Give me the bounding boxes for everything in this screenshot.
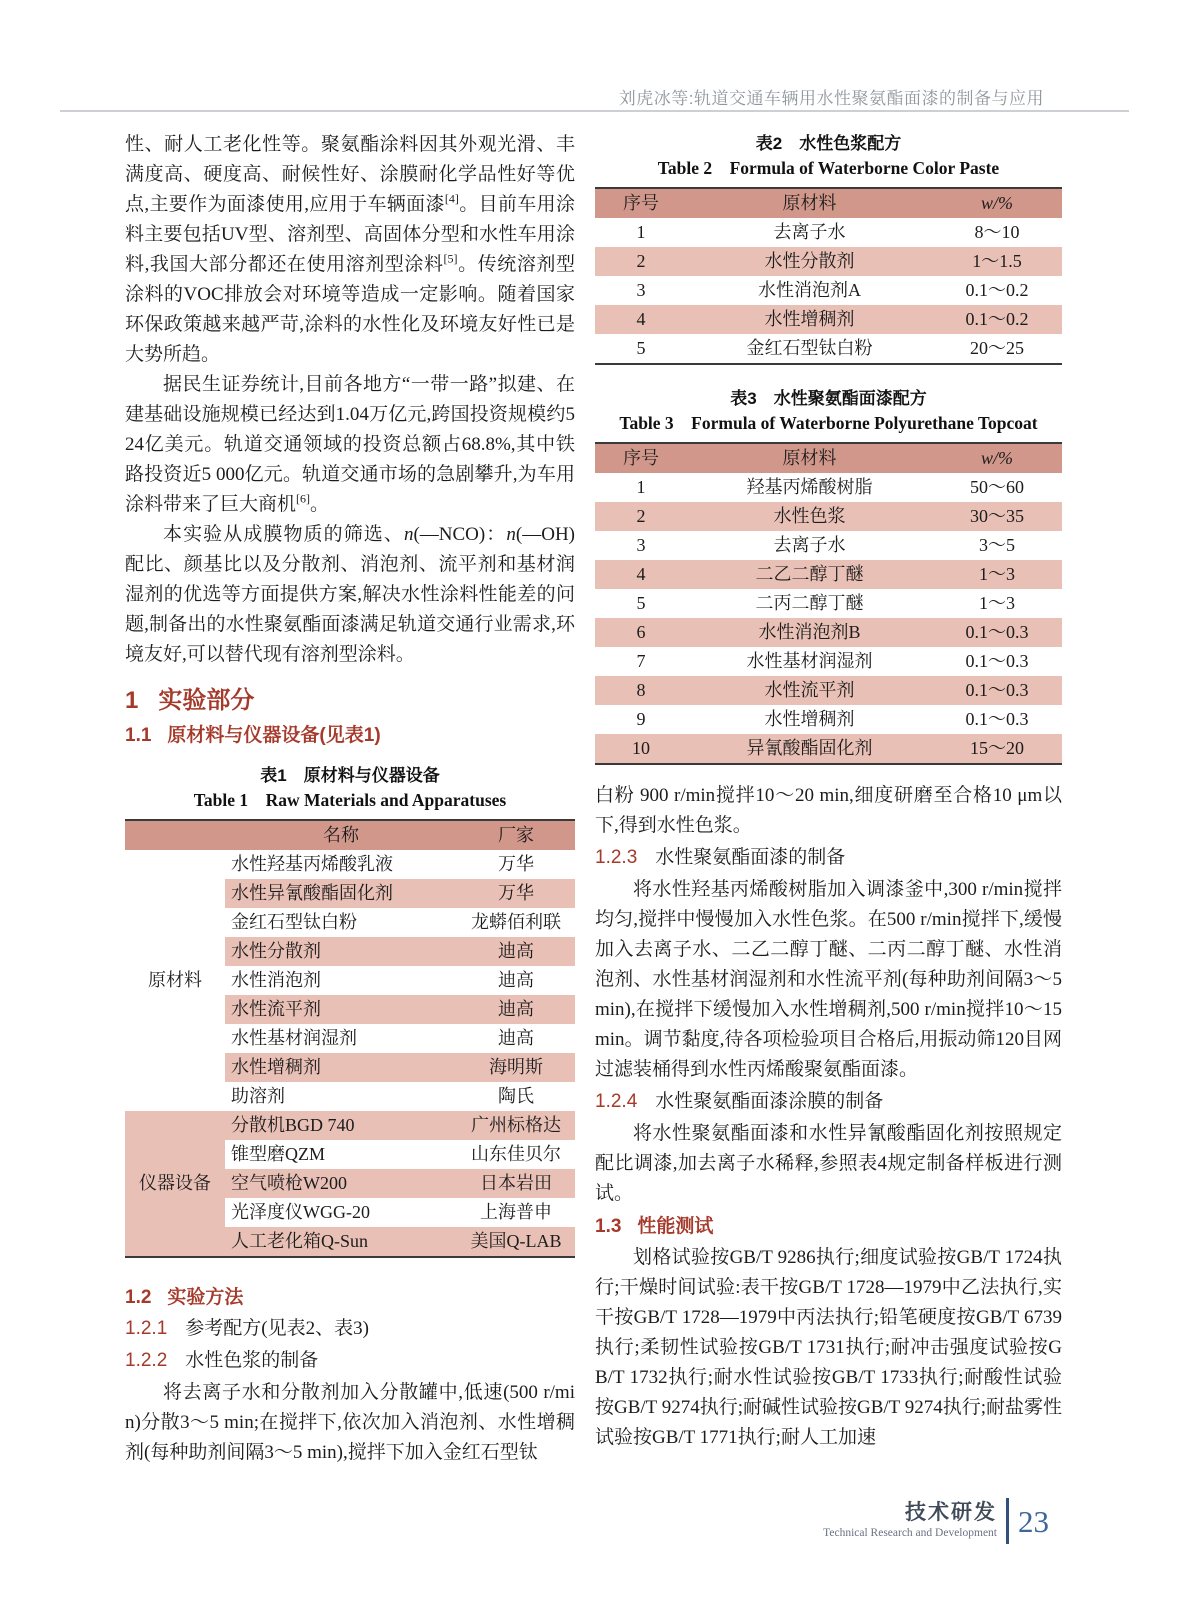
cell-material: 水性消泡剂B bbox=[687, 618, 932, 647]
table-row bbox=[595, 473, 1062, 502]
left-column bbox=[125, 130, 575, 1468]
cell-material: 水性增稠剂 bbox=[687, 305, 932, 334]
cell-no: 1 bbox=[595, 473, 687, 502]
cell-name: 水性增稠剂 bbox=[225, 1053, 457, 1082]
table2-header-row bbox=[595, 188, 1062, 218]
cell-material: 二丙二醇丁醚 bbox=[687, 589, 932, 618]
table-row bbox=[595, 589, 1062, 618]
cell-no: 2 bbox=[595, 502, 687, 531]
table-row bbox=[595, 734, 1062, 764]
cell-no: 9 bbox=[595, 705, 687, 734]
table3-caption bbox=[595, 387, 1062, 436]
table3-caption-cn: 表3 水性聚氨酯面漆配方 bbox=[730, 389, 927, 408]
cell-no: 2 bbox=[595, 247, 687, 276]
footer-section-en: Technical Research and Development bbox=[823, 1527, 997, 1539]
table-row bbox=[595, 647, 1062, 676]
cell-material: 二乙二醇丁醚 bbox=[687, 560, 932, 589]
section-number: 1.2.2 bbox=[125, 1350, 168, 1371]
cell-w: 0.1～0.3 bbox=[932, 647, 1062, 676]
cell-name: 锥型磨QZM bbox=[225, 1140, 457, 1169]
cell-no: 5 bbox=[595, 334, 687, 364]
paragraph-topcoat-prep: 将水性羟基丙烯酸树脂加入调漆釜中,300 r/min搅拌均匀,搅拌中慢慢加入水性色浆。在500 r/min搅拌下,缓慢加入去离子水、二乙二醇丁醚、二丙二醇丁醚、水性消泡剂、水性基材润湿剂和水性流平剂(每种助剂间隔3～5 min),在搅拌下缓慢加入水性增稠剂,500 r/min搅拌10～15 min。调节黏度,待各项检验项目合格后,用振动筛120目网过滤装桶得到水性丙烯酸聚氨酯面漆。 bbox=[595, 879, 1062, 1080]
section-number: 1.2.1 bbox=[125, 1318, 168, 1339]
cell-w: 0.1～0.3 bbox=[932, 676, 1062, 705]
cell-name: 金红石型钛白粉 bbox=[225, 908, 457, 937]
paragraph-paste-grind-continued: 白粉 900 r/min搅拌10～20 min,细度研磨至合格10 μm以下,得到水性色浆。 bbox=[595, 785, 1062, 836]
page-body bbox=[125, 130, 1062, 1468]
cell-w: 1～3 bbox=[932, 589, 1062, 618]
table-row bbox=[125, 1111, 575, 1140]
cell-w: 1～3 bbox=[932, 560, 1062, 589]
cell-vendor: 迪高 bbox=[457, 966, 575, 995]
cell-name: 空气喷枪W200 bbox=[225, 1169, 457, 1198]
cell-no: 1 bbox=[595, 218, 687, 247]
cell-name: 水性分散剂 bbox=[225, 937, 457, 966]
table-row bbox=[595, 334, 1062, 364]
table1-header-name: 名称 bbox=[225, 820, 457, 850]
section-heading-1-2-4 bbox=[595, 1087, 1062, 1117]
table2-header-material: 原材料 bbox=[687, 188, 932, 218]
paragraph-performance-tests: 划格试验按GB/T 9286执行;细度试验按GB/T 1724执行;干燥时间试验:表干按GB/T 1728—1979中乙法执行,实干按GB/T 1728—1979中丙法执行;铅笔硬度按GB/T 6739执行;柔韧性试验按GB/T 1731执行;耐冲击强度试验按GB/T 1732执行;耐水性试验按GB/T 1733执行;耐酸性试验按GB/T 9274执行;耐碱性试验按GB/T 9274执行;耐盐雾性试验按GB/T 1771执行;耐人工加速 bbox=[595, 1247, 1062, 1448]
cell-vendor: 广州标格达 bbox=[457, 1111, 575, 1140]
section-title: 参考配方(见表2、表3) bbox=[185, 1318, 369, 1339]
cell-material: 羟基丙烯酸树脂 bbox=[687, 473, 932, 502]
paragraph-market-stats: 据民生证券统计,目前各地方“一带一路”拟建、在建基础设施规模已经达到1.04万亿元,跨国投资规模约524亿美元。轨道交通领域的投资总额占68.8%,其中铁路投资近5 000亿元。轨道交通市场的急剧攀升,为车用涂料带来了巨大商机[6]。 bbox=[125, 374, 575, 515]
table3-topcoat-formula bbox=[595, 442, 1062, 765]
table-row bbox=[595, 560, 1062, 589]
section-heading-1-2 bbox=[125, 1284, 575, 1312]
cell-vendor: 迪高 bbox=[457, 937, 575, 966]
section-title: 水性聚氨酯面漆涂膜的制备 bbox=[655, 1091, 884, 1112]
cell-no: 3 bbox=[595, 531, 687, 560]
table-row bbox=[595, 618, 1062, 647]
cell-no: 7 bbox=[595, 647, 687, 676]
cell-w: 1～1.5 bbox=[932, 247, 1062, 276]
section-title: 水性色浆的制备 bbox=[185, 1350, 319, 1371]
paragraph-intro-continued: 性、耐人工老化性等。聚氨酯涂料因其外观光滑、丰满度高、硬度高、耐候性好、涂膜耐化学品性好等优点,主要作为面漆使用,应用于车辆面漆[4]。目前车用涂料主要包括UV型、溶剂型、高固体分型和水性车用涂料,我国大部分都还在使用溶剂型涂料[5]。传统溶剂型涂料的VOC排放会对环境等造成一定影响。随着国家环保政策越来越严苛,涂料的水性化及环境友好性已是大势所趋。 bbox=[125, 134, 575, 365]
header-rule bbox=[60, 110, 1129, 112]
section-number: 1.1 bbox=[125, 725, 152, 746]
page-number: 23 bbox=[1018, 1503, 1049, 1539]
table-row bbox=[595, 502, 1062, 531]
cell-no: 3 bbox=[595, 276, 687, 305]
section-heading-1-2-1 bbox=[125, 1314, 575, 1344]
table-row bbox=[595, 305, 1062, 334]
cell-name: 水性异氰酸酯固化剂 bbox=[225, 879, 457, 908]
cell-material: 去离子水 bbox=[687, 531, 932, 560]
table-row bbox=[595, 531, 1062, 560]
cell-name: 水性羟基丙烯酸乳液 bbox=[225, 850, 457, 879]
cell-material: 水性流平剂 bbox=[687, 676, 932, 705]
table3-caption-en: Table 3 Formula of Waterborne Polyurethane Topcoat bbox=[619, 413, 1038, 433]
cell-w: 30～35 bbox=[932, 502, 1062, 531]
section-title: 原材料与仪器设备(见表1) bbox=[167, 725, 381, 746]
cell-name: 助溶剂 bbox=[225, 1082, 457, 1111]
cell-w: 50～60 bbox=[932, 473, 1062, 502]
cell-no: 10 bbox=[595, 734, 687, 764]
table1-header-row bbox=[125, 820, 575, 850]
cell-no: 8 bbox=[595, 676, 687, 705]
cell-vendor: 万华 bbox=[457, 850, 575, 879]
table-row bbox=[595, 705, 1062, 734]
cell-material: 水性分散剂 bbox=[687, 247, 932, 276]
footer-column-label bbox=[823, 1501, 1006, 1541]
table1-header-vendor: 厂家 bbox=[457, 820, 575, 850]
running-title: 刘虎冰等:轨道交通车辆用水性聚氨酯面漆的制备与应用 bbox=[618, 89, 1044, 108]
table-row bbox=[595, 247, 1062, 276]
cell-w: 15～20 bbox=[932, 734, 1062, 764]
table-row bbox=[595, 276, 1062, 305]
footer-section-cn: 技术研发 bbox=[905, 1501, 997, 1524]
paragraph-film-prep: 将水性聚氨酯面漆和水性异氰酸酯固化剂按照规定配比调漆,加去离子水稀释,参照表4规定制备样板进行测试。 bbox=[595, 1123, 1062, 1204]
table3-header-w: w/% bbox=[932, 443, 1062, 473]
table2-header-w: w/% bbox=[932, 188, 1062, 218]
section-number: 1.3 bbox=[595, 1216, 622, 1237]
section-title: 水性聚氨酯面漆的制备 bbox=[655, 847, 846, 868]
cell-w: 3～5 bbox=[932, 531, 1062, 560]
cell-vendor: 山东佳贝尔 bbox=[457, 1140, 575, 1169]
table1-raw-materials-apparatuses bbox=[125, 819, 575, 1258]
section-heading-1-2-3 bbox=[595, 843, 1062, 873]
table-row bbox=[595, 218, 1062, 247]
table2-caption bbox=[595, 132, 1062, 181]
table1-group-raw-materials: 原材料 bbox=[125, 850, 225, 1111]
cell-w: 0.1～0.2 bbox=[932, 305, 1062, 334]
section-title: 实验部分 bbox=[158, 687, 255, 714]
cell-w: 0.1～0.3 bbox=[932, 705, 1062, 734]
cell-w: 8～10 bbox=[932, 218, 1062, 247]
table-row bbox=[125, 850, 575, 879]
cell-name: 水性消泡剂 bbox=[225, 966, 457, 995]
paragraph-color-paste-prep: 将去离子水和分散剂加入分散罐中,低速(500 r/min)分散3～5 min;在搅拌下,依次加入消泡剂、水性增稠剂(每种助剂间隔3～5 min),搅拌下加入金红石型钛 bbox=[125, 1382, 575, 1463]
table1-caption-en: Table 1 Raw Materials and Apparatuses bbox=[193, 790, 507, 810]
table2-color-paste-formula bbox=[595, 187, 1062, 365]
cell-no: 6 bbox=[595, 618, 687, 647]
cell-name: 人工老化箱Q-Sun bbox=[225, 1227, 457, 1257]
cell-no: 4 bbox=[595, 305, 687, 334]
cell-material: 异氰酸酯固化剂 bbox=[687, 734, 932, 764]
table2-caption-en: Table 2 Formula of Waterborne Color Paste bbox=[657, 158, 1000, 178]
cell-w: 0.1～0.3 bbox=[932, 618, 1062, 647]
cell-no: 5 bbox=[595, 589, 687, 618]
cell-vendor: 陶氏 bbox=[457, 1082, 575, 1111]
table1-caption bbox=[125, 764, 575, 813]
cell-vendor: 日本岩田 bbox=[457, 1169, 575, 1198]
cell-no: 4 bbox=[595, 560, 687, 589]
section-title: 性能测试 bbox=[637, 1216, 714, 1237]
cell-vendor: 迪高 bbox=[457, 1024, 575, 1053]
table-row bbox=[595, 676, 1062, 705]
cell-vendor: 龙蟒佰利联 bbox=[457, 908, 575, 937]
section-number: 1.2.4 bbox=[595, 1091, 638, 1112]
cell-w: 0.1～0.2 bbox=[932, 276, 1062, 305]
table2-caption-cn: 表2 水性色浆配方 bbox=[755, 134, 902, 153]
cell-vendor: 美国Q-LAB bbox=[457, 1227, 575, 1257]
cell-material: 水性基材润湿剂 bbox=[687, 647, 932, 676]
cell-w: 20～25 bbox=[932, 334, 1062, 364]
section-number: 1.2 bbox=[125, 1287, 152, 1308]
section-number: 1 bbox=[125, 687, 139, 714]
section-number: 1.2.3 bbox=[595, 847, 638, 868]
cell-name: 光泽度仪WGG-20 bbox=[225, 1198, 457, 1227]
page-footer bbox=[823, 1498, 1049, 1544]
cell-material: 金红石型钛白粉 bbox=[687, 334, 932, 364]
cell-material: 水性增稠剂 bbox=[687, 705, 932, 734]
table1-caption-cn: 表1 原材料与仪器设备 bbox=[260, 766, 440, 785]
table1-group-apparatuses: 仪器设备 bbox=[125, 1111, 225, 1257]
table3-header-no: 序号 bbox=[595, 443, 687, 473]
table2-header-no: 序号 bbox=[595, 188, 687, 218]
cell-vendor: 万华 bbox=[457, 879, 575, 908]
section-title: 实验方法 bbox=[167, 1287, 244, 1308]
cell-vendor: 上海普申 bbox=[457, 1198, 575, 1227]
cell-vendor: 海明斯 bbox=[457, 1053, 575, 1082]
cell-vendor: 迪高 bbox=[457, 995, 575, 1024]
table1-header-empty bbox=[125, 820, 225, 850]
section-heading-1-2-2 bbox=[125, 1346, 575, 1376]
cell-material: 去离子水 bbox=[687, 218, 932, 247]
section-heading-1-1 bbox=[125, 722, 575, 750]
cell-name: 水性基材润湿剂 bbox=[225, 1024, 457, 1053]
cell-material: 水性消泡剂A bbox=[687, 276, 932, 305]
section-heading-1 bbox=[125, 686, 575, 716]
cell-name: 分散机BGD 740 bbox=[225, 1111, 457, 1140]
footer-divider-bar bbox=[1006, 1498, 1009, 1544]
table3-header-material: 原材料 bbox=[687, 443, 932, 473]
section-heading-1-3 bbox=[595, 1213, 1062, 1241]
paragraph-experiment-scope: 本实验从成膜物质的筛选、n(—NCO)：n(—OH)配比、颜基比以及分散剂、消泡剂、流平剂和基材润湿剂的优选等方面提供方案,解决水性涂料性能差的问题,制备出的水性聚氨酯面漆满足轨道交通行业需求,环境友好,可以替代现有溶剂型涂料。 bbox=[125, 524, 575, 665]
table3-header-row bbox=[595, 443, 1062, 473]
cell-material: 水性色浆 bbox=[687, 502, 932, 531]
cell-name: 水性流平剂 bbox=[225, 995, 457, 1024]
right-column bbox=[595, 130, 1062, 1468]
